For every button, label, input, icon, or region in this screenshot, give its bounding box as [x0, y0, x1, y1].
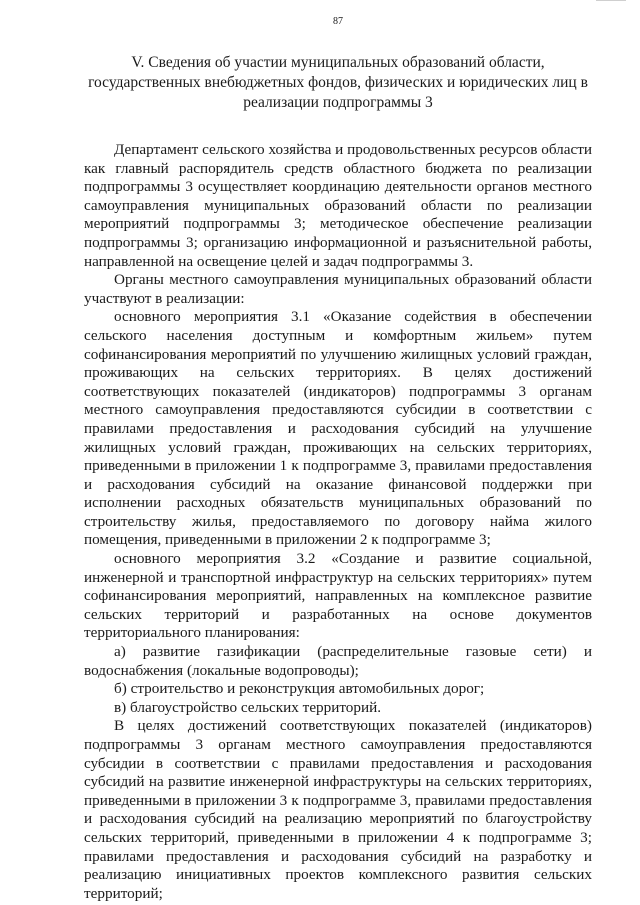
page-number: 87 — [333, 16, 343, 27]
scan-corner-mark — [596, 0, 626, 5]
list-item-c: в) благоустройство сельских территорий. — [114, 698, 382, 716]
paragraph-participation-intro: Органы местного самоуправления муниципальных образований области участвуют в реализации: — [84, 271, 592, 307]
paragraph-coordination: Департамент сельского хозяйства и продовольственных ресурсов области как главный распорядитель средств областного бюджета по реализации подпрограммы 3 осуществляет координацию деятельности органов местного самоуправления муниципальных образований области по реализации мероприятий подпрограммы 3; методическое обеспечение реализации подпрограммы 3; организацию информационной и разъяснительной работы, направленной на освещение целей и задач подпрограммы 3. — [84, 141, 592, 270]
paragraph-subsidies: В целях достижений соответствующих показателей (индикаторов) подпрограммы 3 органам местного самоуправления предоставляются субсидии в соответствии с правилами предоставления и расходования субсидий на развитие инженерной инфраструктуры на сельских территориях, приведенными в приложении 3 к подпрограмме 3, правилами предоставления и расходования субсидий на реализацию мероприятий по благоустройству сельских территорий, приведенными в приложении 4 к подпрограмме 3; правилами предоставления и расходования субсидий на разработку и реализацию инициативных проектов комплексного развития сельских территорий; — [84, 717, 592, 902]
paragraph-measure-3-2: основного мероприятия 3.2 «Создание и развитие социальной, инженерной и транспортной инфраструктур на сельских территориях» путем софинансирования мероприятий, направленных на комплексное развитие сельских территорий и разработанных на основе документов территориального планирования: — [84, 550, 592, 642]
section-heading: V. Сведения об участии муниципальных образований области, государственных внебюджетных фондов, физических и юридических лиц в реализации подпрограммы 3 — [88, 54, 588, 111]
list-item-a: а) развитие газификации (распределительные газовые сети) и водоснабжения (локальные водопроводы); — [84, 643, 592, 679]
paragraph-measure-3-1: основного мероприятия 3.1 «Оказание содействия в обеспечении сельского населения доступным и комфортным жильем» путем софинансирования мероприятий по улучшению жилищных условий граждан, проживающих на сельских территориях. В целях достижений соответствующих показателей (индикаторов) подпрограммы 3 органам местного самоуправления предоставляются субсидии в соответствии с правилами предоставления и расходования субсидий на улучшение жилищных условий граждан, проживающих на сельских территориях, приведенными в приложении 1 к подпрограмме 3, правилами предоставления и расходования субсидий на оказание финансовой поддержки при исполнении расходных обязательств муниципальных образований по строительству жилья, предоставляемого по договору найма жилого помещения, приведенными в приложении 2 к подпрограмме 3; — [84, 308, 592, 549]
list-item-b: б) строительство и реконструкция автомобильных дорог; — [114, 680, 485, 698]
body-text — [84, 141, 592, 903]
